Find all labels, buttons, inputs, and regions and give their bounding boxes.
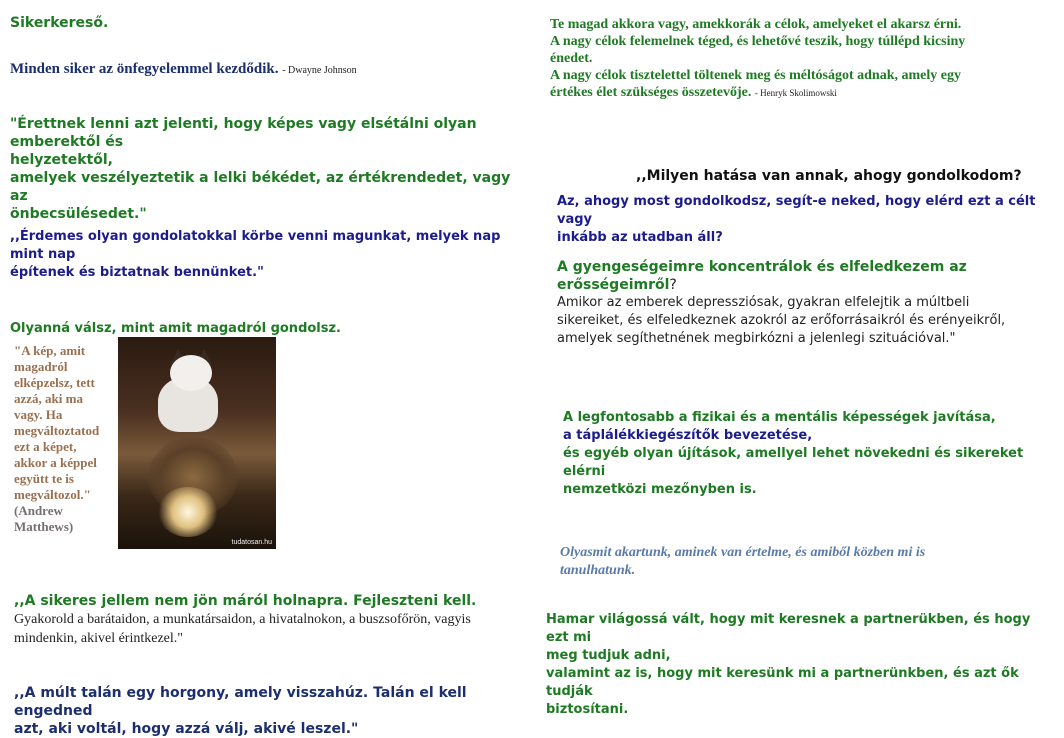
quote-line: azt, aki voltál, hogy azzá válj, akivé leszel."	[14, 721, 359, 737]
quote-text: Minden siker az önfegyelemmel kezdődik.	[10, 61, 279, 77]
quote-thoughts	[10, 228, 530, 282]
quote-partners	[546, 611, 1056, 719]
quote-line: mindenkin, akivel érintkezel."	[14, 631, 183, 646]
quote-supplements	[563, 409, 1058, 499]
quote-meaning	[560, 544, 1055, 580]
quote-goals	[550, 16, 1055, 102]
quote-line: meg tudjuk adni,	[546, 648, 671, 663]
image-quote-line: azzá, aki ma	[14, 391, 83, 406]
quote-line: amelyek segíthetnének megbirkózni a jelenlegi szituációval."	[557, 331, 956, 346]
quote-line: tanulhatunk.	[560, 563, 636, 578]
page-title: Sikerkereső.	[10, 15, 109, 31]
quote-weaknesses	[557, 258, 1057, 348]
image-quote	[14, 343, 114, 535]
image-quote-line: együtt te is	[14, 471, 74, 486]
quote-line: biztosítani.	[546, 702, 629, 717]
image-quote-line: vagy. Ha	[14, 407, 63, 422]
quote-thinking-question	[557, 193, 1057, 247]
quote-body	[557, 294, 1057, 348]
image-quote-line: megváltoztatod	[14, 423, 100, 438]
quote-line: helyzetektől,	[10, 152, 113, 168]
quote-become-title: Olyanná válsz, mint amit magadról gondolsz.	[10, 321, 341, 336]
quote-line: A legfontosabb a fizikai és a mentális képességek javítása,	[563, 410, 996, 425]
quote-maturity	[10, 115, 530, 223]
quote-line: és egyéb olyan újítások, amellyel lehet növekedni és sikereket elérni	[563, 446, 1024, 479]
light-glow	[158, 487, 218, 537]
quote-line: Amikor az emberek depressziósak, gyakran elfelejtik a múltbeli	[557, 295, 970, 310]
quote-line: erősségeimről	[557, 277, 670, 293]
quote-line: A nagy célok felemelnek téged, és lehetővé teszik, hogy túllépd kicsiny	[550, 34, 966, 49]
quote-line: A gyengeségeimre koncentrálok és elfeledkezem az	[557, 259, 967, 275]
quote-line: a táplálékkiegészítők bevezetése,	[563, 428, 813, 443]
quote-line: Gyakorold a barátaidon, a munkatársaidon, a hivatalnokon, a buszsofőrön, vagyis	[14, 612, 471, 627]
quote-line: ,,Érdemes olyan gondolatokkal körbe venni magunkat, melyek nap mint nap	[10, 229, 501, 262]
image-quote-line: "A kép, amit	[14, 343, 86, 358]
quote-line: önbecsülésedet."	[10, 206, 147, 222]
quote-line: A nagy célok tisztelettel töltenek meg és méltóságot adnak, amely egy	[550, 68, 961, 83]
question-mark: ?	[669, 277, 677, 293]
quote-line: Olyasmit akartunk, aminek van értelme, és amiből közben mi is	[560, 545, 926, 560]
quote-line: sikereiket, és elfeledkeznek azokról az erőforrásaikról és erényeikről,	[557, 313, 1006, 328]
quote-line: nemzetközi mezőnyben is.	[563, 482, 757, 497]
quote-line: valamint az is, hogy mit keresünk mi a partnerünkben, és azt ők tudják	[546, 666, 1019, 699]
image-quote-author: Matthews)	[14, 519, 74, 534]
image-quote-line: akkor a képpel	[14, 455, 97, 470]
image-quote-line: magadról	[14, 359, 68, 374]
quote-line: amelyek veszélyeztetik a lelki békédet, az értékrendedet, vagy az	[10, 170, 511, 204]
image-quote-line: ezt a képet,	[14, 439, 77, 454]
quote-line: építenek és biztatnak bennünket."	[10, 265, 264, 280]
quote-self-discipline	[10, 60, 357, 80]
quote-line: "Érettnek lenni azt jelenti, hogy képes vagy elsétálni olyan emberektől és	[10, 116, 477, 150]
quote-author: - Henryk Skolimowski	[754, 88, 837, 98]
quote-line: Az, ahogy most gondolkodsz, segít-e neked, hogy elérd ezt a célt vagy	[557, 194, 1036, 227]
quote-line: Te magad akkora vagy, amekkorák a célok, amelyeket el akarsz érni.	[550, 17, 962, 32]
quote-line: értékes élet szükséges összetevője.	[550, 85, 752, 100]
cat-reflection-image	[118, 337, 276, 549]
quote-title: ,,A sikeres jellem nem jön máról holnapra. Fejleszteni kell.	[14, 593, 477, 609]
image-quote-line: megváltozol."	[14, 487, 91, 502]
quote-author: - Dwayne Johnson	[282, 65, 357, 76]
quote-line: ,,A múlt talán egy horgony, amely visszahúz. Talán el kell engedned	[14, 685, 467, 719]
quote-body	[14, 610, 534, 648]
quote-line: énedet.	[550, 51, 593, 66]
quote-line: inkább az utadban áll?	[557, 230, 723, 245]
image-watermark: tudatosan.hu	[231, 539, 272, 546]
quote-character	[14, 592, 534, 648]
quote-anchor	[14, 684, 534, 738]
image-quote-line: elképzelsz, tett	[14, 375, 95, 390]
quote-line: Hamar világossá vált, hogy mit keresnek a partnerükben, és hogy ezt mi	[546, 612, 1031, 645]
section-heading-thinking: ,,Milyen hatása van annak, ahogy gondolkodom?	[636, 168, 1022, 184]
quote-title	[557, 258, 1057, 294]
image-quote-author: (Andrew	[14, 503, 63, 518]
cat-head-shape	[170, 355, 212, 391]
